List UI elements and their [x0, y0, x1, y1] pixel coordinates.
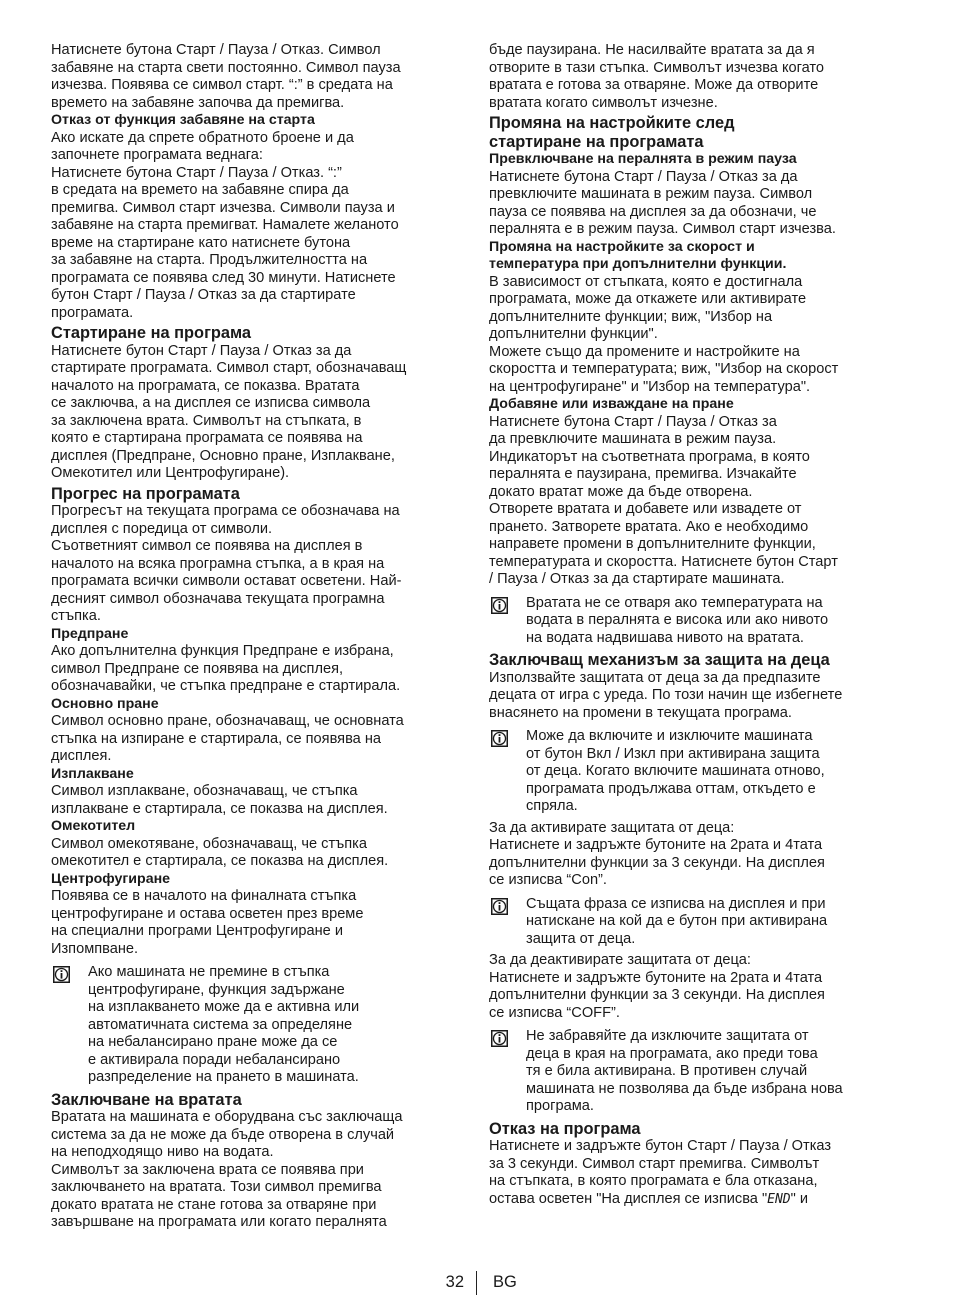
paragraph: За да деактивирате защитата от деца: Натиснете и задръжте бутоните на 2рата и 4тата допълнителни функции за 3 секунди. На дисплея се изписва “COFF”. — [489, 952, 825, 1021]
page-number: 32 — [445, 1273, 464, 1291]
section-heading: Стартиране на програма — [51, 324, 252, 342]
section-heading: Прогрес на програмата — [51, 484, 240, 503]
subheading: Основно пране — [51, 695, 159, 712]
page-footer — [0, 1271, 954, 1295]
note-text: Ако машината не премине в стъпка центрофугиране, функция задържане на изплакването може да е активна или автоматичната система за определяне на небалансирано пране може да се е активирала поради небалансирано разпределение на прането в машината. — [88, 964, 360, 1086]
language-code: BG — [493, 1273, 517, 1291]
left-column — [51, 42, 465, 1232]
paragraph: Символ омекотяване, обозначаващ, че стъпка омекотител е стартирала, се показва на дисплея. — [51, 835, 389, 870]
heading-line: Промяна на настройките след — [489, 114, 735, 132]
subheading: Центрофугиране — [51, 870, 171, 887]
paragraph: Вратата на машината е оборудвана със заключаща система за да не може да бъде отворена в случай на неподходящо ниво на водата. Символът за заключена врата се появява при заключването на вратата. Този символ премигва докато вратата не стане готова за отваряне при завършване на програмата или когато пералнята — [51, 1109, 403, 1231]
note-text: Не забравяйте да изключите защитата от деца в края на програмата, ако преди това тя е била активирана. В противен случай машината не позволява да бъде избрана нова програма. — [526, 1028, 843, 1115]
info-note — [489, 728, 905, 816]
paragraph: За да активирате защитата от деца: Натиснете и задръжте бутоните на 2рата и 4тата допълнителни функции за 3 секунди. На дисплея се изписва “Con”. — [489, 819, 825, 889]
paragraph: Натиснете бутона Старт / Пауза / Отказ за да превключите машината в режим пауза. Индикаторът на съответната програма, в която пералнята е паузирана, премигва. Изчакайте докато вратат може да бъде отворена. Отворете вратата и добавете или извадете от прането. Затворете вратата. Ако е необходимо направете промени в допълнителните функции, температурата и скоростта. Натиснете бутон Старт / Пауза / Отказ за да стартирате машината. — [489, 413, 838, 588]
right-column — [489, 42, 905, 1208]
paragraph — [489, 1138, 905, 1208]
footer-divider — [476, 1271, 477, 1295]
paragraph: Ако допълнителна функция Предпране е избрана, символ Предпране се появява на дисплея, обозначавайки, че стъпка предпране е стартирала. — [51, 643, 401, 695]
subheading: Превключване на пералнята в режим пауза — [489, 151, 797, 168]
info-icon — [53, 966, 70, 983]
info-icon — [491, 898, 508, 915]
paragraph: Натиснете бутон Старт / Пауза / Отказ за да стартирате програмата. Символ старт, обозначаващ началото на програмата, се показва. Вратата се заключва, а на дисплея се изписва символа за заключена врата. Символът на стъпката, в която е стартирана програмата се появява на дисплея (Предпране, Основно пране, Изплакване, Омекотител или Центрофугиране). — [51, 342, 407, 482]
subheading: Омекотител — [51, 818, 136, 835]
paragraph: Появява се в началото на финалната стъпка центрофугиране и остава осветен през време на специални програми Центрофугиране и Изпомпване. — [51, 888, 364, 957]
info-note — [489, 896, 905, 949]
info-icon — [491, 1030, 508, 1047]
paragraph: Натиснете бутона Старт / Пауза / Отказ. Символ забавяне на старта свети постоянно. Символ пауза изчезва. Появява се символ старт. “:” в средата на времето на забавяне започва да премигва. — [51, 42, 401, 111]
heading-line: стартиране на програмата — [489, 132, 704, 151]
paragraph: Прогресът на текущата програма се обозначава на дисплея с поредица от символи. Съответният символ се появява на дисплея в началото на всяка програмна стъпка, а в края на програмата всички символи остават осветени. Най- десният символ обозначава текущата програмна стъпка. — [51, 503, 402, 625]
subheading: Отказ от функция забавяне на старта — [51, 112, 315, 128]
paragraph-line: остава осветен "На дисплея се изписва " — [489, 1190, 768, 1207]
paragraph-line: " и — [790, 1190, 809, 1207]
info-note — [51, 964, 465, 1087]
note-text: Вратата не се отваря ако температурата на водата в пералнята е висока или ако нивото на водата надвишава нивото на вратата. — [526, 594, 829, 646]
note-text: Може да включите и изключите машината от бутон Вкл / Изкл при активирана защита от деца. Когато включите машината отново, програмата продължава оттам, откъдето е спряла. — [526, 728, 825, 815]
subheading: Изплакване — [51, 765, 134, 782]
paragraph-lines: Натиснете и задръжте бутон Старт / Пауза / Отказ за 3 секунди. Символ старт премигва. Символът на стъпката, в която програмата е бла отказана, — [489, 1138, 832, 1190]
subheading: Добавяне или изваждане на пране — [489, 396, 734, 413]
subheading-line: Промяна на настройките за скорост и — [489, 238, 755, 255]
info-note — [489, 595, 905, 648]
paragraph: Символ основно пране, обозначаващ, че основната стъпка на изпиране е стартирала, се появява на дисплея. — [51, 713, 404, 765]
note-text: Същата фраза се изписва на дисплея и при натискане на кой да е бутон при активирана защита от деца. — [526, 895, 828, 947]
info-icon — [491, 730, 508, 747]
display-end-symbol: END — [767, 1191, 791, 1207]
section-heading: Отказ на програма — [489, 1119, 641, 1138]
paragraph: Символ изплакване, обозначаващ, че стъпка изплакване е стартирала, се показва на дисплея. — [51, 783, 388, 817]
subheading: Предпране — [51, 625, 129, 642]
paragraph: бъде паузирана. Не насилвайте вратата за да я отворите в тази стъпка. Символът изчезва когато вратата е готова за отваряне. Може да отворите вратата когато символът изчезне. — [489, 42, 825, 111]
paragraph: Натиснете бутона Старт / Пауза / Отказ за да превключите машината в режим пауза. Символ пауза се появява на дисплея за да обозначи, че пералнята е в режим пауза. Символ старт изчезва. — [489, 168, 836, 238]
info-icon — [491, 597, 508, 614]
section-heading — [489, 114, 905, 151]
subheading — [489, 239, 905, 274]
subheading-line: температура при допълнителни функции. — [489, 256, 787, 273]
section-heading: Заключващ механизъм за защита на деца — [489, 651, 830, 670]
info-note — [489, 1028, 905, 1116]
paragraph: Ако искате да спрете обратното броене и да започнете програмата веднага: Натиснете бутона Старт / Пауза / Отказ. “:” в средата на времето на забавяне спира да премигва. Символ старт изчезва. Символи пауза и забавяне на старта премигват. Намалете желаното време на стартиране като натиснете бутона за забавяне на старта. Продължителността на програмата се появява след 30 минути. Натиснете бутон Старт / Пауза / Отказ за да стартирате програмата. — [51, 129, 399, 321]
section-heading: Заключване на вратата — [51, 1090, 242, 1109]
paragraph: Използвайте защитата от деца за да предпазите децата от игра с уреда. По този начин ще избегнете внасянето на промени в текущата програма. — [489, 669, 843, 721]
paragraph: В зависимост от стъпката, която е достигнала програмата, може да откажете или активирате допълнителните функции; виж, "Избор на допълнителни функции". Можете също да промените и настройките на скоростта и температурата; виж, "Избор на скорост на центрофугиране" и "Избор на температура". — [489, 273, 839, 395]
